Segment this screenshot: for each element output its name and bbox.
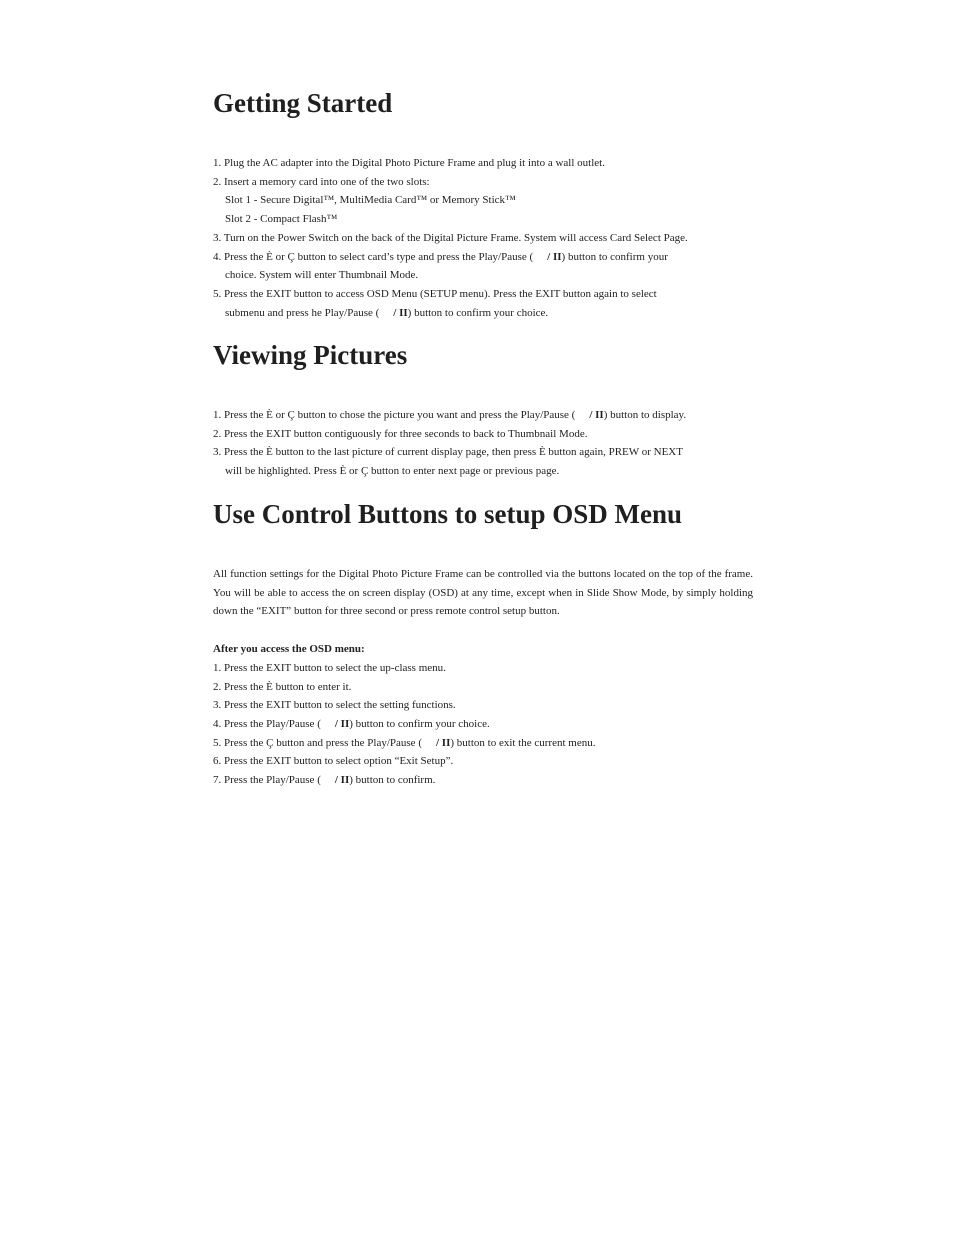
list-item-text: 4. Press the È or Ç button to select card’s type and press the Play/Pause ( xyxy=(213,250,534,263)
list-item-text: ) button to display. xyxy=(603,409,687,421)
section-viewing-pictures xyxy=(213,338,753,481)
list-item-text: 4. Press the Play/Pause ( xyxy=(213,717,321,730)
list-item-text: submenu and press he Play/Pause ( xyxy=(225,306,380,319)
heading-osd-menu: Use Control Buttons to setup OSD Menu xyxy=(213,499,683,529)
viewing-pictures-list xyxy=(213,406,753,481)
heading-getting-started: Getting Started xyxy=(213,88,393,118)
list-item-text: 1. Press the È or Ç button to chose the picture you want and press the Play/Pause ( xyxy=(213,409,576,421)
list-item-continuation: choice. System will enter Thumbnail Mode. xyxy=(225,269,419,282)
list-item: 6. Press the EXIT button to select option “Exit Setup”. xyxy=(213,755,454,768)
list-item: 2. Press the È button to enter it. xyxy=(213,680,352,693)
list-item-text: 5. Press the Ç button and press the Play/Pause ( xyxy=(213,736,422,749)
section-osd-menu xyxy=(213,497,753,790)
pause-symbol: / II xyxy=(334,717,350,730)
list-item: 3. Press the È button to the last picture of current display page, then press È button again, PREW or NEXT xyxy=(213,446,683,459)
pause-symbol: / II xyxy=(589,409,604,421)
list-item-text: 7. Press the Play/Pause ( xyxy=(213,774,321,787)
list-item: 1. Press the EXIT button to select the up-class menu. xyxy=(213,661,446,674)
list-item-text: ) button to confirm your xyxy=(561,250,668,263)
list-item xyxy=(213,715,753,734)
list-item-text: ) button to exit the current menu. xyxy=(450,736,596,749)
list-item xyxy=(213,771,753,790)
list-item: 3. Press the EXIT button to select the setting functions. xyxy=(213,699,456,712)
list-subitem: Slot 1 - Secure Digital™, MultiMedia Card™ or Memory Stick™ xyxy=(225,194,516,207)
list-item: 2. Insert a memory card into one of the two slots: xyxy=(213,175,430,188)
list-item-text: ) button to confirm your choice. xyxy=(349,717,490,730)
list-item-text: ) button to confirm. xyxy=(349,774,436,787)
section-getting-started xyxy=(213,86,753,322)
list-item-continuation: will be highlighted. Press È or Ç button to enter next page or previous page. xyxy=(225,465,560,478)
intro-paragraph: All function settings for the Digital Photo Picture Frame can be controlled via the buttons located on the top of the frame. You will be able to access the on screen display (OSD) at any time, except when in Slide Show Mode, by simply holding down the “EXIT” button for three second or press remote control setup button. xyxy=(213,568,753,618)
list-item: 1. Plug the AC adapter into the Digital Photo Picture Frame and plug it into a wall outlet. xyxy=(213,157,605,169)
list-item xyxy=(213,406,753,425)
list-item-continuation xyxy=(213,304,753,323)
list-item: 5. Press the EXIT button to access OSD Menu (SETUP menu). Press the EXIT button again to select xyxy=(213,287,657,300)
heading-viewing-pictures: Viewing Pictures xyxy=(213,340,408,370)
pause-symbol: / II xyxy=(435,736,451,749)
list-item xyxy=(213,734,753,753)
pause-symbol: / II xyxy=(547,250,562,263)
pause-symbol: / II xyxy=(393,306,408,319)
list-item: 2. Press the EXIT button contiguously for three seconds to back to Thumbnail Mode. xyxy=(213,427,588,440)
list-item: 3. Turn on the Power Switch on the back of the Digital Picture Frame. System will access Card Select Page. xyxy=(213,231,688,244)
list-subitem: Slot 2 - Compact Flash™ xyxy=(225,213,338,226)
getting-started-list xyxy=(213,154,753,322)
subheading: After you access the OSD menu: xyxy=(213,643,365,656)
pause-symbol: / II xyxy=(334,774,350,787)
list-item-text: ) button to confirm your choice. xyxy=(407,306,549,319)
osd-steps-list xyxy=(213,659,753,790)
list-item xyxy=(213,248,753,267)
